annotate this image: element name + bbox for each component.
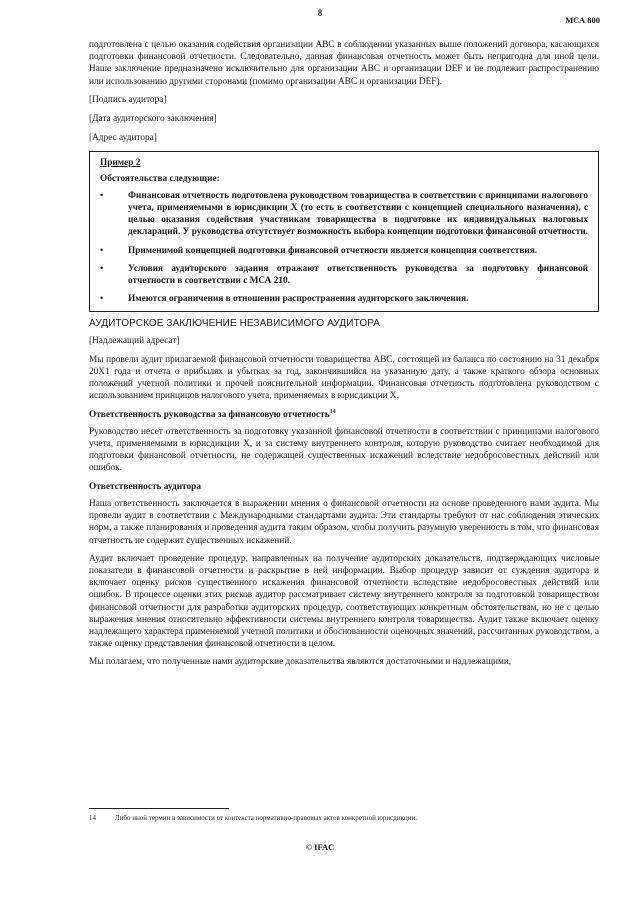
footnote-ref[interactable]: 14: [329, 408, 336, 415]
bullet-icon: •: [100, 294, 104, 305]
management-responsibility-heading: [89, 409, 599, 421]
example-title: Пример 2: [100, 158, 141, 169]
page-number: 8: [317, 8, 323, 18]
auditor-responsibility-paragraph-3: Мы полагаем, что полученные нами аудиторские доказательства являются достаточными и надлежащими,: [89, 657, 512, 668]
report-date-placeholder: [Дата аудиторского заключения]: [89, 114, 217, 125]
auditor-responsibility-paragraph-1: Наша ответственность заключается в выражении мнения о финансовой отчетности на основе проведенного нами аудита. Мы провели аудит в соответствии с Международными стандартами аудита. Эти стандарты требуют от нас соблюдения этических норм, а также планирования и проведения аудита таким образом, чтобы получить разумную уверенность в том, что финансовая отчетность не содержит существенных искажений.: [89, 498, 599, 546]
list-item: [100, 263, 588, 287]
example-subtitle: Обстоятельства следующие:: [100, 173, 220, 184]
list-item-text: Финансовая отчетность подготовлена руководством товарищества в соответствии с принципами налогового учета, применяемыми в юрисдикции X (то есть в соответствии с концепцией специального назначения), с целью оказания содействия участникам товарищества в подготовке их индивидуальных налоговых деклараций. У руководства отсутствует возможность выбора концепции подготовки финансовой отчетности.: [128, 190, 588, 238]
list-item: [100, 190, 588, 239]
circumstances-list: [100, 190, 588, 306]
footnote: [89, 814, 599, 822]
list-item: [100, 245, 588, 257]
footnote-number: 14: [89, 814, 96, 822]
bullet-icon: •: [100, 190, 104, 201]
page-content: [89, 39, 599, 675]
footnote-text: Либо иной термин в зависимости от контекста нормативно-правовых актов конкретной юрисдикции.: [115, 814, 417, 822]
auditor-responsibility-paragraph-2: Аудит включает проведение процедур, направленных на получение аудиторских доказательств, подтверждающих числовые показатели в финансовой отчетности и раскрытие в ней информации. Выбор процедур зависит от суждения аудитора и включает оценку рисков существенного искажения финансовой отчетности вследствие недобросовестных действий или ошибок. В процессе оценки этих рисков аудитор рассматривает систему внутреннего контроля за подготовкой товариществом финансовой отчетности для разработки аудиторских процедур, соответствующих конкретным обстоятельствам, но не с целью выражения мнения относительно эффективности системы внутреннего контроля товарищества. Аудит также включает оценку надлежащего характера применяемой учетной политики и обоснованности оценочных значений, рассчитанных руководством, а также оценку представления финансовой отчетности в целом.: [89, 553, 599, 650]
copyright-footer: © IFAC: [305, 842, 335, 852]
bullet-icon: •: [100, 245, 104, 256]
management-responsibility-paragraph: Руководство несет ответственность за подготовку указанной финансовой отчетности в соответствии с принципами налогового учета, применяемыми в юрисдикции X, и за систему внутреннего контроля, которую руководство считает необходимой для подготовки финансовой отчетности, не содержащей существенных искажений вследствие недобросовестных действий или ошибок.: [89, 426, 599, 474]
intro-paragraph: подготовлена с целью оказания содействия организации ABC в соблюдении указанных выше положений договора, касающихся подготовки финансовой отчетности. Следовательно, данная финансовая отчетность может быть непригодна для иной цели. Наше заключение предназначено исключительно для организации ABC и организации DEF и не подлежит распространению или использованию другими сторонами (помимо организации ABC и организации DEF).: [89, 40, 599, 87]
list-item-text: Имеются ограничения в отношении распространения аудиторского заключения.: [128, 294, 469, 305]
document-code: МСА 800: [565, 15, 600, 25]
auditor-signature-placeholder: [Подпись аудитора]: [89, 94, 167, 105]
management-heading-text: Ответственность руководства за финансовую отчетность: [89, 409, 330, 420]
example-box: [89, 151, 599, 312]
list-item-text: Условия аудиторского задания отражают ответственность руководства за подготовку финансовой отчетности в соответствии с МСА 210.: [128, 263, 588, 287]
list-item: [100, 293, 588, 305]
auditor-address-placeholder: [Адрес аудитора]: [89, 133, 157, 144]
report-intro-paragraph: Мы провели аудит прилагаемой финансовой отчетности товарищества ABC, состоящей из баланса по состоянию на 31 декабря 20X1 года и отчета о прибылях и убытках за год, закончившийся на указанную дату, а также краткого обзора основных положений учетной политики и прочей пояснительной информации. Финансовая отчетность подготовлена руководством с использованием принципов налогового учета, применяемых в юрисдикции X.: [89, 354, 599, 402]
addressee-placeholder: [Надлежащий адресат]: [89, 335, 180, 346]
report-title: АУДИТОРСКОЕ ЗАКЛЮЧЕНИЕ НЕЗАВИСИМОГО АУДИТОРА: [89, 318, 381, 330]
footnote-divider: [89, 808, 229, 809]
auditor-responsibility-heading: Ответственность аудитора: [89, 481, 201, 492]
bullet-icon: •: [100, 263, 104, 274]
list-item-text: Применимой концепцией подготовки финансовой отчетности является концепция соответствия.: [128, 245, 538, 256]
